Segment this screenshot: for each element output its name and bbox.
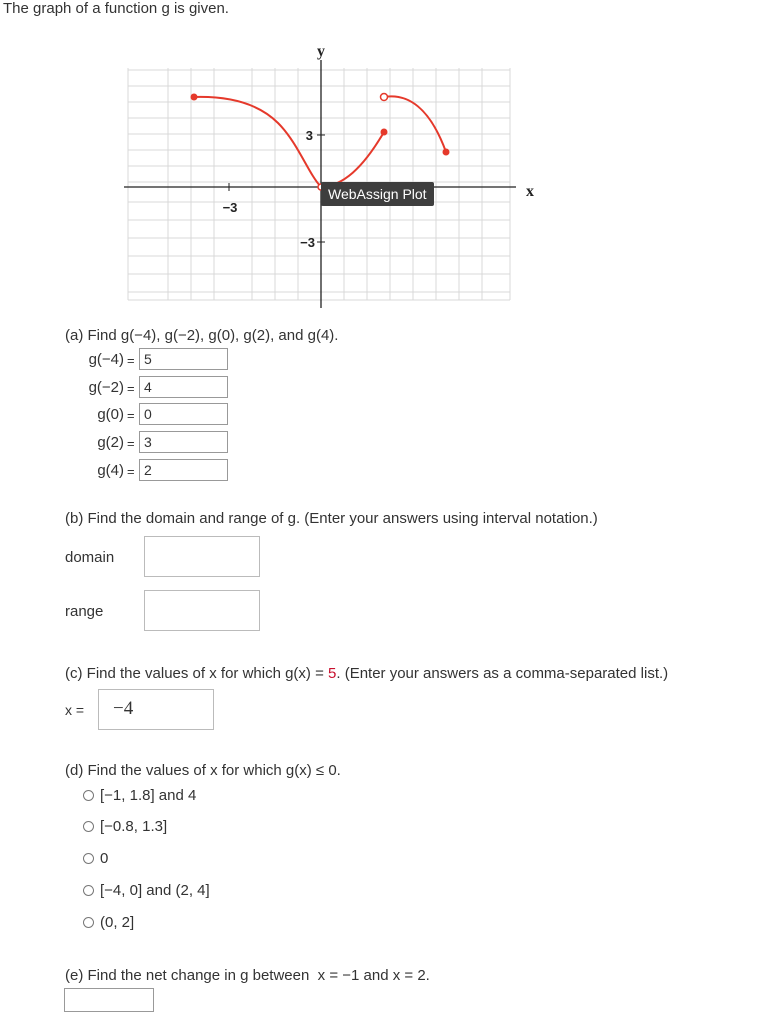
g-0-label: g(0) bbox=[97, 406, 124, 423]
part-c-question-text: (c) Find the values of x for which g(x) = bbox=[65, 665, 329, 682]
equals-sign: = bbox=[127, 353, 135, 368]
x-equals-label: x = bbox=[65, 702, 85, 718]
part-c-answer[interactable]: −4 bbox=[98, 689, 214, 730]
function-graph bbox=[118, 38, 538, 310]
radio-button[interactable] bbox=[83, 885, 94, 896]
radio-button[interactable] bbox=[83, 790, 94, 801]
radio-button[interactable] bbox=[83, 853, 94, 864]
curve-segment-middle bbox=[321, 132, 384, 187]
option-label: [−0.8, 1.3] bbox=[100, 818, 168, 835]
g-4-answer[interactable]: 2 bbox=[139, 459, 228, 481]
domain-input[interactable] bbox=[144, 536, 260, 577]
part-c-question-note: . (Enter your answers as a comma-separated list.) bbox=[336, 665, 669, 682]
option-d-1[interactable] bbox=[83, 787, 196, 804]
radio-button[interactable] bbox=[83, 821, 94, 832]
x-axis-label: x bbox=[526, 183, 534, 200]
option-d-3[interactable] bbox=[83, 850, 108, 867]
point-right-end bbox=[443, 149, 450, 156]
option-d-4[interactable] bbox=[83, 882, 210, 899]
point-middle-end bbox=[381, 129, 388, 136]
point-left-start bbox=[191, 94, 198, 101]
g-2-label: g(2) bbox=[97, 434, 124, 451]
webassign-plot-tooltip: WebAssign Plot bbox=[321, 182, 434, 206]
y-axis-label: y bbox=[317, 43, 325, 60]
g-neg2-label: g(−2) bbox=[88, 379, 124, 396]
g-neg2-answer[interactable]: 4 bbox=[139, 376, 228, 398]
equals-sign: = bbox=[127, 381, 135, 396]
option-label: [−4, 0] and (2, 4] bbox=[100, 882, 210, 899]
part-d-question: (d) Find the values of x for which g(x) ≤ 0. bbox=[65, 762, 341, 779]
domain-label: domain bbox=[65, 549, 115, 566]
part-e-answer[interactable] bbox=[64, 988, 154, 1012]
equals-sign: = bbox=[127, 408, 135, 423]
tick-label-x-neg3: −3 bbox=[222, 200, 238, 215]
tick-label-y-3: 3 bbox=[305, 128, 313, 143]
curve-segment-right bbox=[384, 96, 446, 152]
g-neg4-label: g(−4) bbox=[88, 351, 124, 368]
option-d-2[interactable] bbox=[83, 818, 167, 835]
function-curve bbox=[194, 96, 446, 187]
range-label: range bbox=[65, 603, 104, 620]
g-0-answer[interactable]: 0 bbox=[139, 403, 228, 425]
radio-button[interactable] bbox=[83, 917, 94, 928]
g-2-answer[interactable]: 3 bbox=[139, 431, 228, 453]
intro-text: The graph of a function g is given. bbox=[3, 0, 229, 17]
point-right-open bbox=[381, 94, 388, 101]
part-e-question: (e) Find the net change in g between x = −1 and x = 2. bbox=[65, 967, 430, 984]
option-label: [−1, 1.8] and 4 bbox=[100, 787, 197, 804]
equals-sign: = bbox=[127, 464, 135, 479]
range-input[interactable] bbox=[144, 590, 260, 631]
g-4-label: g(4) bbox=[97, 462, 124, 479]
part-b-question: (b) Find the domain and range of g. (Enter your answers using interval notation.) bbox=[65, 510, 598, 527]
curve-segment-left bbox=[194, 97, 321, 187]
part-c-target-value: 5 bbox=[328, 665, 337, 682]
equals-sign: = bbox=[127, 436, 135, 451]
g-neg4-answer[interactable]: 5 bbox=[139, 348, 228, 370]
part-c-question bbox=[65, 665, 668, 682]
option-label: (0, 2] bbox=[100, 914, 135, 931]
tick-label-y-neg3: −3 bbox=[300, 235, 315, 250]
part-a-question: (a) Find g(−4), g(−2), g(0), g(2), and g(4). bbox=[65, 327, 339, 344]
option-label: 0 bbox=[100, 850, 109, 867]
option-d-5[interactable] bbox=[83, 914, 134, 931]
